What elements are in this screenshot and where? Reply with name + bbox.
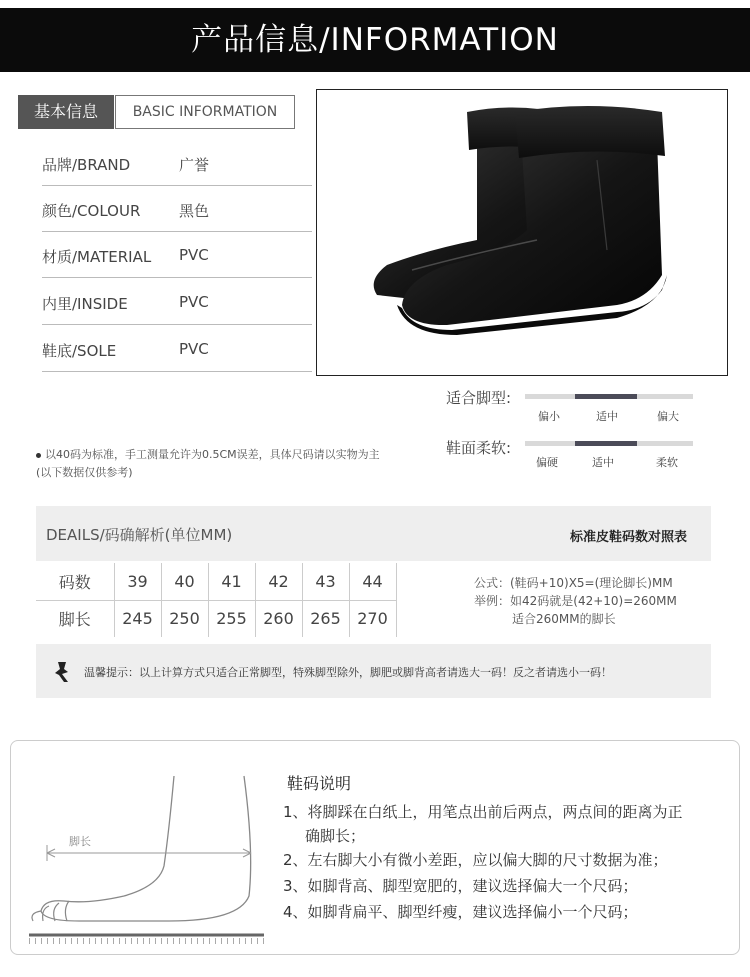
details-subtitle: 标准皮鞋码数对照表 [569,530,687,545]
spec-value: 黑色 [179,202,210,220]
softness-option: 柔软 [656,456,678,469]
softness-label: 鞋面柔软: [446,439,512,457]
product-image [316,89,728,376]
table-cell: 245 [114,600,161,637]
table-cell: 255 [208,600,255,637]
softness-option: 偏硬 [536,456,558,469]
table-cell: 40 [161,563,208,600]
foot-measure-icon [19,771,269,951]
formula-line: 公式：(鞋码+10)X5=(理论脚长)MM [474,576,673,590]
measurement-note [36,446,440,482]
table-cell: 42 [255,563,302,600]
spec-row-brand [42,140,312,186]
foot-type-label: 适合脚型: [446,389,512,407]
foot-type-indicator [575,394,637,399]
softness-option: 适中 [592,456,614,469]
size-table [36,563,397,637]
guide-step: 4、如脚背扁平、脚型纤瘦，建议选择偏小一个尺码； [283,903,638,921]
rain-boot-icon [317,90,728,376]
note-line: (以下数据仅供参考) [36,466,133,479]
formula-line: 适合260MM的脚长 [512,612,616,626]
size-guide-box [10,740,740,955]
formula-line: 举例：如42码就是(42+10)=260MM [474,594,677,608]
table-row [36,563,396,600]
note-line: 以40码为标准，手工测量允许为0.5CM误差，具体尺码请以实物为主 [45,448,380,461]
spec-value: 广誉 [179,156,210,174]
header-title: 产品信息/INFORMATION [191,22,559,58]
softness-indicator [575,441,637,446]
spec-row-inside [42,279,312,325]
spec-row-material [42,232,312,278]
spec-value: PVC [179,293,209,311]
table-cell: 270 [349,600,396,637]
spec-key: 材质/MATERIAL [42,248,152,266]
table-cell: 250 [161,600,208,637]
foot-type-bar [525,394,693,399]
basic-info-tag-en: BASIC INFORMATION [115,95,295,129]
table-cell: 260 [255,600,302,637]
guide-step: 1、将脚踩在白纸上，用笔点出前后两点，两点间的距离为正 [283,803,683,821]
pushpin-icon [54,660,76,684]
guide-step: 确脚长； [305,827,366,845]
bullet-icon [36,453,41,458]
spec-key: 内里/INSIDE [42,295,128,313]
spec-row-colour [42,186,312,232]
table-cell: 41 [208,563,255,600]
tip-bar [36,644,711,698]
table-cell: 39 [114,563,161,600]
softness-bar [525,441,693,446]
table-header: 脚长 [36,600,114,637]
basic-info-tag: 基本信息 [18,95,114,129]
table-cell: 43 [302,563,349,600]
table-cell: 265 [302,600,349,637]
size-formula [474,574,677,628]
spec-key: 颜色/COLOUR [42,202,141,220]
foot-length-label: 脚长 [69,835,91,848]
details-bar [36,506,711,561]
guide-step: 2、左右脚大小有微小差距，应以偏大脚的尺寸数据为准； [283,851,668,869]
foot-type-option: 偏小 [538,410,560,423]
size-guide-title: 鞋码说明 [287,774,352,793]
table-header: 码数 [36,563,114,600]
guide-step: 3、如脚背高、脚型宽肥的，建议选择偏大一个尺码； [283,877,638,895]
foot-type-option: 偏大 [657,410,679,423]
table-cell: 44 [349,563,396,600]
tip-text: 温馨提示：以上计算方式只适合正常脚型，特殊脚型除外，脚肥或脚背高者请选大一码！反之者请选小一码！ [84,666,612,679]
spec-key: 鞋底/SOLE [42,342,117,360]
spec-value: PVC [179,246,209,264]
spec-row-sole [42,326,312,372]
spec-value: PVC [179,340,209,358]
spec-key: 品牌/BRAND [42,156,131,174]
table-row [36,600,396,637]
page-header [0,8,750,72]
foot-type-option: 适中 [596,410,618,423]
details-title: DEAILS/码确解析(单位MM) [46,526,233,544]
